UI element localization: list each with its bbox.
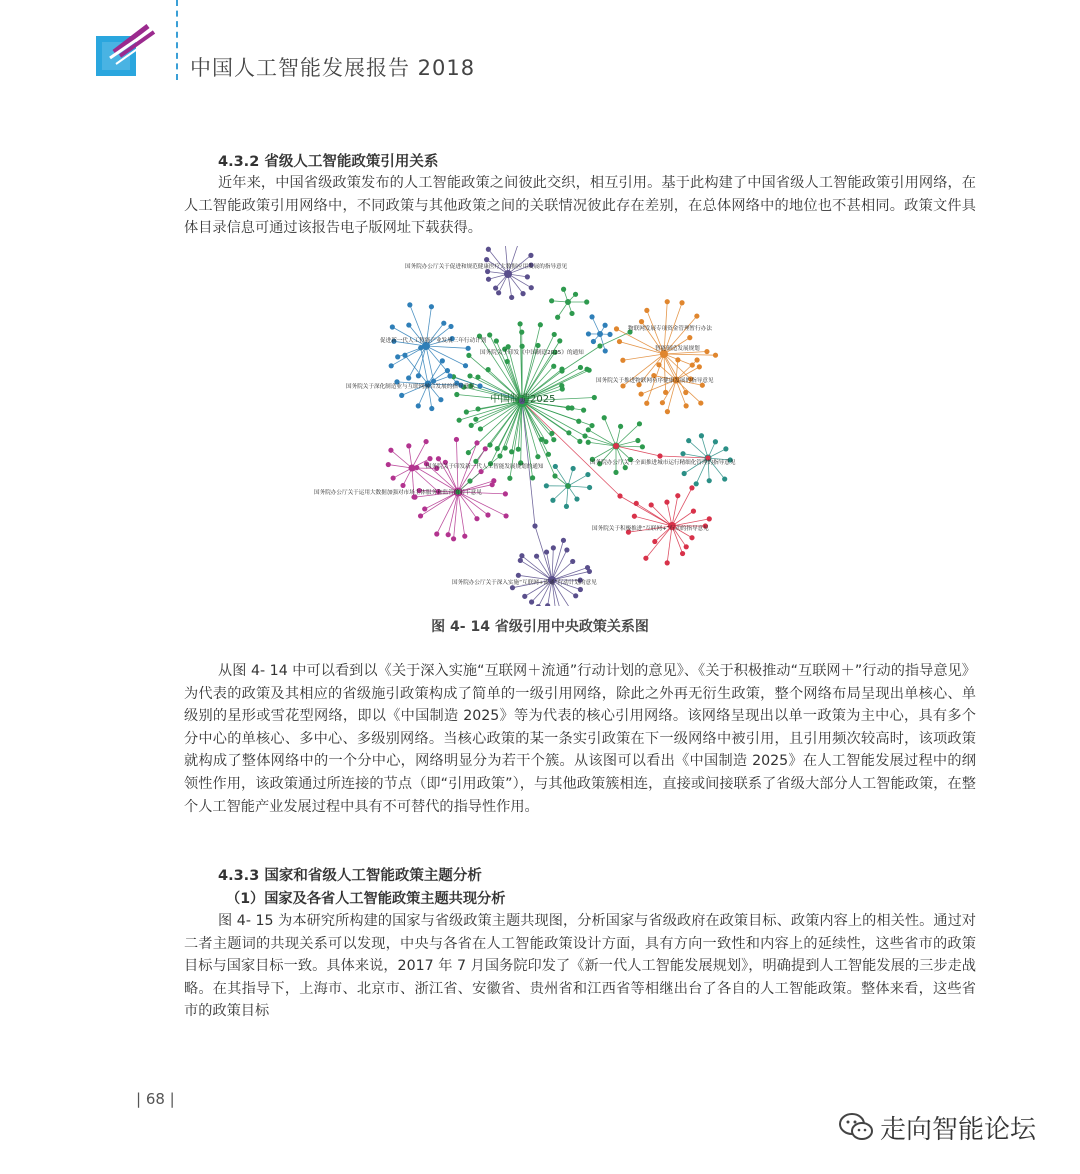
section-heading-4-3-2: 4.3.2 省级人工智能政策引用关系 [218,154,439,170]
network-node [494,338,499,343]
network-node [613,443,619,449]
network-node [536,604,541,606]
network-node [464,409,469,414]
network-node [493,285,498,290]
report-logo [96,22,158,76]
network-node [552,473,557,478]
network-node [618,424,623,429]
network-node [694,481,699,486]
network-node [586,440,591,445]
network-node [546,452,551,457]
network-node [549,298,554,303]
network-node [423,439,428,444]
network-node [620,358,625,363]
figure-label: 物联网发展专项资金管理暂行办法 [628,326,712,332]
network-node [519,553,524,558]
network-node [400,483,405,488]
network-node [446,532,451,537]
figure-label: 智能制造发展规划 [655,346,700,352]
network-node [399,393,404,398]
network-node [429,406,434,411]
network-node [577,439,582,444]
network-node [684,544,689,549]
network-node [441,321,446,326]
network-node [551,437,556,442]
figure-label: 国务院关于印发新一代人工智能发展规划的通知 [426,464,544,470]
network-node [585,472,590,477]
network-node [509,449,514,454]
section-heading-4-3-3: 4.3.3 国家和省级人工智能政策主题分析 [218,868,482,884]
network-node [559,368,564,373]
network-node [602,415,607,420]
network-node [509,295,514,300]
network-node [466,353,471,358]
network-node [517,321,522,326]
figure-caption: 图 4- 14 省级引用中央政策关系图 [431,619,649,635]
network-node [551,364,556,369]
network-node [445,368,450,373]
network-node [561,287,566,292]
paragraph-analysis: 从图 4- 14 中可以看到以《关于深入实施“互联网＋流通”行动计划的意见》、《关于积极推动“互联网＋”行动的指导意见》为代表的政策及其相应的省级施引政策构成了简单的一级引用网络，除此之外再无衍生政策，整个网络布局呈现出单核心、单级别的星形或雪花型网络，即以《中国制造 2025》等为代表的核心引用网络。该网络呈现出以单一政策为主中心，具有多个分中心的单核心、多中心、多级别网络。当核心政策的某一条实引政策在下一级网络中被引用，且引用频次较高时，该项政策就构成了整体网络中的一个分中心，网络明显分为若干个簇。从该图可以看出《中国制造 2025》在人工智能发展过程中的纲领性作用，该政策通过所连接的节点（即“引用政策”），与其他政策簇相连，直接或间接联系了省级大部分人工智能政策，在整个人工智能产业发展过程中具有不可替代的指导性作用。 [184,663,976,815]
network-node [592,395,597,400]
network-node [704,349,709,354]
network-node [497,453,502,458]
figure-label: 国务院关于印发《中国制造2025》的通知 [480,350,584,356]
network-node [451,536,456,541]
network-node [520,344,525,349]
network-node [694,313,699,318]
network-node [680,551,685,556]
network-node [587,569,592,574]
network-node [440,358,445,363]
network-node [663,390,668,395]
document-title: 中国人工智能发展报告 2018 [190,56,476,80]
network-node [617,493,622,498]
page-number: | 68 | [136,1090,175,1108]
network-node [486,277,491,282]
network-node [675,493,680,498]
network-node [570,559,575,564]
network-node [406,375,411,380]
network-node [418,345,423,350]
network-node [564,547,569,552]
network-node [478,426,483,431]
network-node [564,504,569,509]
network-node [584,367,589,372]
header-divider [176,0,178,80]
network-node [438,397,443,402]
citation-network-figure [300,246,860,606]
network-node [469,423,474,428]
network-node [551,545,556,550]
network-node [687,335,692,340]
network-node [507,476,512,481]
network-node [516,447,521,452]
figure-label: 国务院办公厅关于深入实施“互联网+流通”行动计划的意见 [452,580,597,586]
network-node [589,423,594,428]
network-node [474,440,479,445]
network-node [707,516,712,521]
network-node [529,599,534,604]
network-node [454,392,459,397]
network-node [487,332,492,337]
network-node [657,453,662,458]
network-node [520,291,525,296]
network-node [538,322,543,327]
network-node [553,464,558,469]
figure-label: 国务院办公厅关于促进和规范健康医疗大数据应用发展的指导意见 [405,264,568,270]
network-node [571,466,576,471]
network-node [555,315,560,320]
network-node [490,482,495,487]
figure-label: 国务院办公厅关于运用大数据加强对市场主体服务和监管的若干意见 [314,490,482,496]
network-node [389,363,394,368]
network-node [565,299,571,305]
network-node [466,450,471,455]
network-node [566,405,571,410]
network-node [652,539,657,544]
figure-label: 促进新一代人工智能产业发展三年行动计划 [380,338,487,344]
network-node [406,322,411,327]
network-node [496,290,501,295]
network-node [689,535,694,540]
network-node [539,437,544,442]
network-node [485,367,490,372]
network-node [644,401,649,406]
network-node [665,409,670,414]
network-node [643,556,648,561]
network-node [503,445,508,450]
network-node [581,408,586,413]
network-node [552,332,557,337]
network-node [689,485,694,490]
network-node [613,470,618,475]
network-node [691,509,696,514]
network-node [584,299,589,304]
network-node [639,391,644,396]
network-node [407,302,412,307]
network-node [607,332,612,337]
network-node [422,506,427,511]
network-node [436,456,441,461]
network-node [429,304,434,309]
network-node [532,523,537,528]
paragraph-intro: 近年来，中国省级政策发布的人工智能政策之间彼此交织，相互引用。基于此构建了中国省级人工智能政策引用网络，在人工智能政策引用网络中，不同政策与其他政策之间的关联情况彼此存在差别，在总体网络中的地位也不甚相同。政策文件具体目录信息可通过该报告电子版网址下载获得。 [184,175,976,237]
network-node [506,344,511,349]
network-node [561,538,566,543]
network-node [713,439,718,444]
network-node [522,594,527,599]
network-node [664,500,669,505]
network-node [665,560,670,565]
network-node [395,354,400,359]
network-node [434,531,439,536]
network-node [698,400,703,405]
network-node [569,311,574,316]
network-node [416,403,421,408]
network-node [644,308,649,313]
network-node [573,292,578,297]
network-node [485,512,490,517]
figure-label: 国务院关于积极推进“互联网+”行动的指导意见 [592,526,709,532]
network-node [462,534,467,539]
figure-label: 国务院关于推进物联网有序健康发展的指导意见 [596,378,714,384]
network-node [713,353,718,358]
network-node [487,442,492,447]
subsection-heading: （1）国家及各省人工智能政策主题共现分析 [226,891,506,907]
network-node [566,430,571,435]
wechat-watermark [838,1105,1058,1149]
network-node [475,406,480,411]
network-node [418,513,423,518]
network-node [475,374,480,379]
network-node [602,323,607,328]
network-node [640,444,645,449]
network-node [530,475,535,480]
network-node [495,446,500,451]
network-node [679,300,684,305]
network-node [557,338,562,343]
network-node [639,319,644,324]
network-node [402,353,407,358]
network-node [576,419,581,424]
network-node [391,475,396,480]
network-node [617,339,622,344]
network-node [697,364,702,369]
figure-label: 国务院关于深化制造业与互联网融合发展的指导意见 [346,384,475,390]
network-node [467,478,472,483]
network-node [448,324,453,329]
network-node [634,501,639,506]
network-node [723,446,728,451]
network-node [635,438,640,443]
network-node [682,471,687,476]
figure-label: 国务院办公厅关于全面推进城市运行精细化管理的指导意见 [590,460,736,466]
network-node [550,498,555,503]
network-node [525,274,530,279]
network-node [565,483,570,488]
network-node [463,363,468,368]
paragraph-topic-analysis: 图 4- 15 为本研究所构建的国家与省级政策主题共现图，分析国家与省级政府在政策目标、政策内容上的相关性。通过对二者主题词的共现关系可以发现，中央与各省在人工智能政策设计方面，具有方向一致性和内容上的延续性，这些省市的政策目标与国家目标一致。具体来说，2017 年 7 月国务院印发了《新一代人工智能发展规划》，明确提到人工智能发展的三步走战略。在其指导下，上海市、北京市、浙江省、安徽省、贵州省和江西省等相继出台了各自的人工智能政策。整体来看，这些省市的政策目标 [184,913,976,1020]
network-node [544,549,549,554]
network-node [467,373,472,378]
network-node [665,299,670,304]
network-node [409,465,416,472]
network-node [518,558,523,563]
network-node [529,285,534,290]
network-node [519,330,524,335]
network-node [406,443,411,448]
network-node [683,390,688,395]
network-node [516,573,521,578]
network-node [660,400,665,405]
network-node [597,331,603,337]
network-node [574,496,579,501]
wechat-icon [838,1111,874,1143]
network-node [597,343,602,348]
network-node [457,418,462,423]
network-node [632,514,637,519]
network-node [684,403,689,408]
network-node [656,362,661,367]
network-node [416,373,421,378]
watermark-text: 走向智能论坛 [880,1114,1037,1145]
network-node [473,417,478,422]
network-node [699,433,704,438]
network-node [388,448,393,453]
network-node [586,427,591,432]
network-node [587,485,592,490]
network-node [454,437,459,442]
network-node [686,438,691,443]
network-node [578,365,583,370]
network-node [390,324,395,329]
network-node [589,314,594,319]
network-node [504,270,512,278]
network-node [544,483,549,488]
network-node [603,348,608,353]
network-node [535,343,540,348]
network-node [535,454,540,459]
network-node [466,346,471,351]
network-node [484,257,489,262]
network-node [503,491,508,496]
center-node-label: 中国制造2025 [490,394,556,405]
network-node [534,554,539,559]
network-node [586,331,591,336]
network-node [694,357,699,362]
network-node [707,478,712,483]
network-node [386,462,391,467]
network-node [573,593,578,598]
network-node [447,373,452,378]
network-node [578,587,583,592]
network-node [675,357,680,362]
network-node [431,378,436,383]
network-node [649,502,654,507]
network-node [549,431,554,436]
network-node [582,433,587,438]
network-node [591,339,596,344]
network-node [486,247,491,252]
network-node [505,359,510,364]
network-node [722,476,727,481]
network-node [528,253,533,258]
network-node [680,451,685,456]
network-node [620,383,625,388]
network-node [483,446,488,451]
network-node [474,516,479,521]
network-node [427,456,432,461]
network-node [545,603,550,606]
network-node [690,362,695,367]
network-node [560,386,565,391]
network-node [637,421,642,426]
network-node [477,383,482,388]
network-node [614,326,619,331]
network-node [503,513,508,518]
